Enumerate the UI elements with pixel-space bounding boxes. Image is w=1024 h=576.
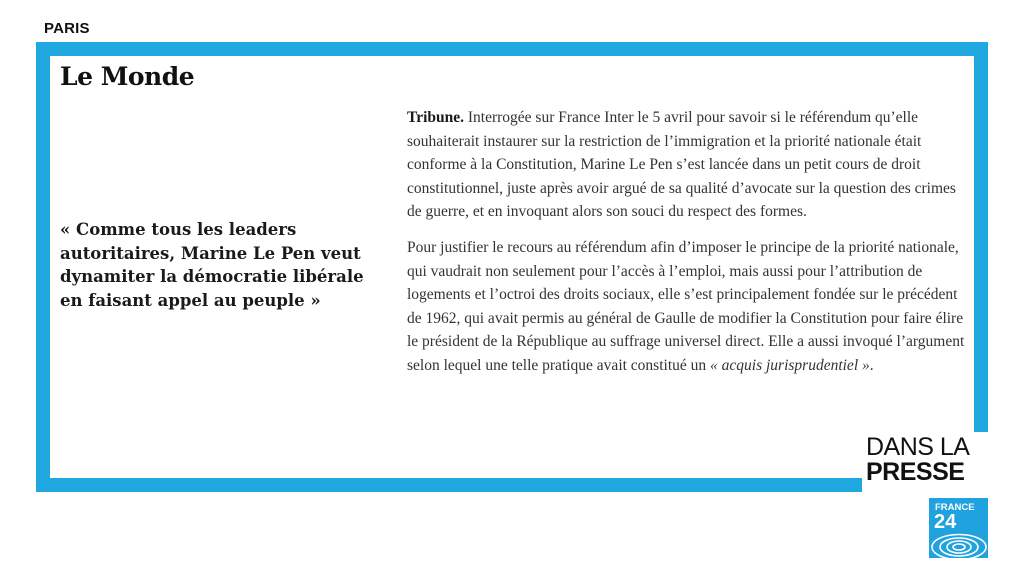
- article-card: [50, 56, 974, 478]
- article-quote: « acquis jurisprudentiel »: [710, 356, 870, 374]
- article-body: [407, 106, 967, 390]
- article-paragraph-2-text: Pour justifier le recours au référendum afin d’imposer le principe de la priorité nationale, qui vaudrait non seulement pour l’accès à l’emploi, mais aussi pour l’attribution de logements et l’octroi des droits sociaux, elle s’est principalement fondée sur le précédent de 1962, qui avait permis au général de Gaulle de modifier la Constitution pour faire élire le président de la République au suffrage universel direct. Elle a aussi invoqué l’argument selon lequel une telle pratique avait constitué un: [407, 238, 965, 374]
- show-title-line-2: PRESSE: [866, 458, 965, 486]
- location-label: PARIS: [44, 20, 90, 37]
- article-paragraph-2-end: .: [869, 356, 874, 374]
- show-title: [862, 432, 988, 492]
- channel-name: FRANCE: [935, 502, 975, 513]
- show-title-line-1: DANS LA: [866, 433, 970, 461]
- article-paragraph-1-text: Interrogée sur France Inter le 5 avril pour savoir si le référendum qu’elle souhaiterait instaurer sur la restriction de l’immigration et la priorité nationale était conforme à la Constitution, Marine Le Pen s’est lancée dans un petit cours de droit constitutionnel, juste après avoir argué de sa qualité d’avocate sur la question des crimes de guerre, et en invoquant alors son souci du respect des formes.: [407, 109, 956, 221]
- channel-number: 24: [934, 511, 957, 533]
- article-paragraph-2: [407, 236, 967, 378]
- broadcast-waves-icon: [929, 530, 988, 558]
- article-headline: « Comme tous les leaders autoritaires, Marine Le Pen veut dynamiter la démocratie libérale en faisant appel au peuple »: [60, 220, 364, 310]
- channel-logo: [929, 498, 988, 558]
- article-lead-label: Tribune.: [407, 109, 464, 126]
- article-paragraph-1: [407, 106, 967, 224]
- newspaper-logo: Le Monde: [60, 62, 195, 91]
